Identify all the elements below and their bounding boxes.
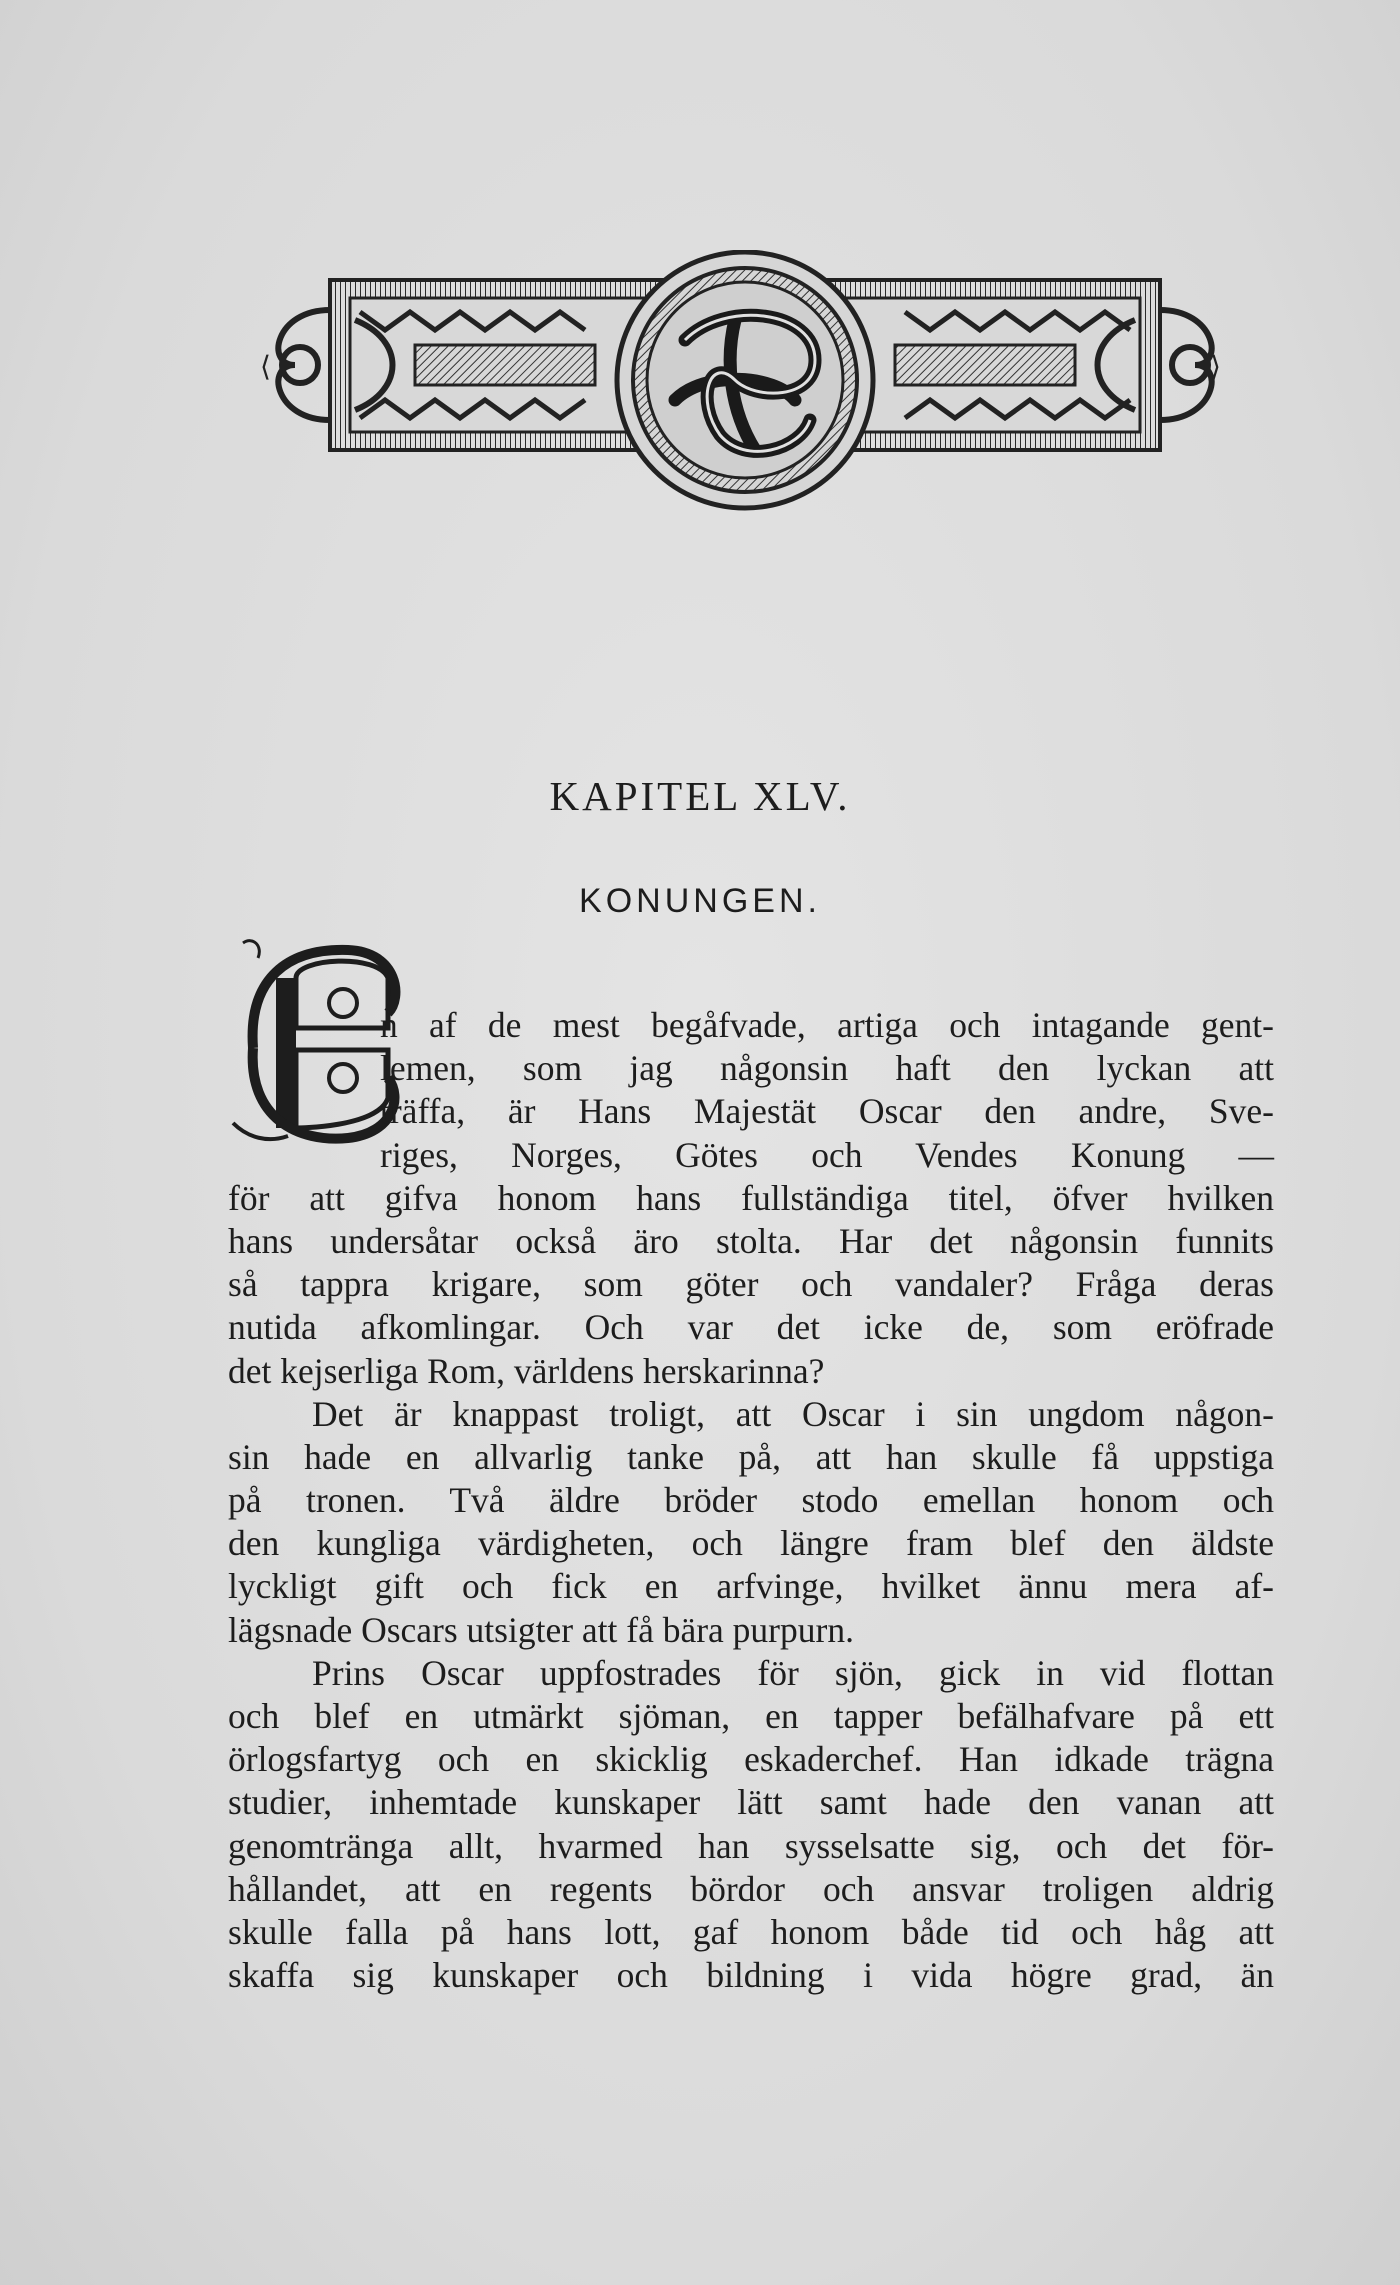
initial-letter: E [228, 938, 229, 939]
ornamental-headpiece [255, 250, 1235, 540]
text-line: sin hade en allvarlig tanke på, att han skulle få uppstiga [228, 1436, 1274, 1477]
paragraph [228, 1393, 1274, 1652]
text-line: hans undersåtar också äro stolta. Har det någonsin funnits [228, 1220, 1274, 1261]
text-line: och blef en utmärkt sjöman, en tapper befälhafvare på ett [228, 1696, 1274, 1736]
text-line: lägsnade Oscars utsigter att få bära purpurn. [228, 1609, 854, 1650]
text-line: genomtränga allt, hvarmed han sysselsatte sig, och det för- [228, 1825, 1274, 1866]
text-line: örlogsfartyg och en skicklig eskaderchef. Han idkade trägna [228, 1739, 1274, 1780]
text-line: n af de mest begåfvade, artiga och intagande gent- [380, 1005, 1274, 1045]
text-line: hållandet, att en regents bördor och ansvar troligen aldrig [228, 1868, 1274, 1909]
text-line: så tappra krigare, som göter och vandaler? Fråga deras [228, 1264, 1274, 1305]
text-line: på tronen. Två äldre bröder stodo emellan honom och [228, 1480, 1274, 1521]
text-line: det kejserliga Rom, världens herskarinna? [228, 1350, 825, 1391]
text-line: Prins Oscar uppfostrades för sjön, gick in vid flottan [312, 1652, 1274, 1693]
text-line: studier, inhemtade kunskaper lätt samt hade den vanan att [228, 1782, 1274, 1823]
body-text [228, 1004, 1274, 1997]
text-line: riges, Norges, Götes och Vendes Konung — [380, 1134, 1274, 1175]
svg-text:⟩: ⟩ [1210, 350, 1221, 383]
text-line: nutida afkomlingar. Och var det icke de, som eröfrade [228, 1307, 1274, 1348]
svg-text:⟨: ⟨ [260, 350, 271, 383]
chapter-number: KAPITEL XLV. [549, 773, 851, 819]
text-line: skaffa sig kunskaper och bildning i vida högre grad, än [228, 1955, 1274, 1996]
text-line: träffa, är Hans Majestät Oscar den andre, Sve- [380, 1091, 1274, 1132]
text-line: den kungliga värdigheten, och längre fram blef den äldste [228, 1523, 1274, 1564]
chapter-title: KONUNGEN. [579, 882, 821, 920]
paragraph [228, 1004, 1274, 1393]
text-line: lyckligt gift och fick en arfvinge, hvilket ännu mera af- [228, 1566, 1274, 1607]
text-line: Det är knappast troligt, att Oscar i sin ungdom någon- [312, 1393, 1274, 1434]
text-line: lemen, som jag någonsin haft den lyckan att [380, 1048, 1274, 1089]
paragraph [228, 1652, 1274, 1998]
text-line: skulle falla på hans lott, gaf honom både tid och håg att [228, 1911, 1274, 1952]
text-line: för att gifva honom hans fullständiga titel, öfver hvilken [228, 1177, 1274, 1218]
